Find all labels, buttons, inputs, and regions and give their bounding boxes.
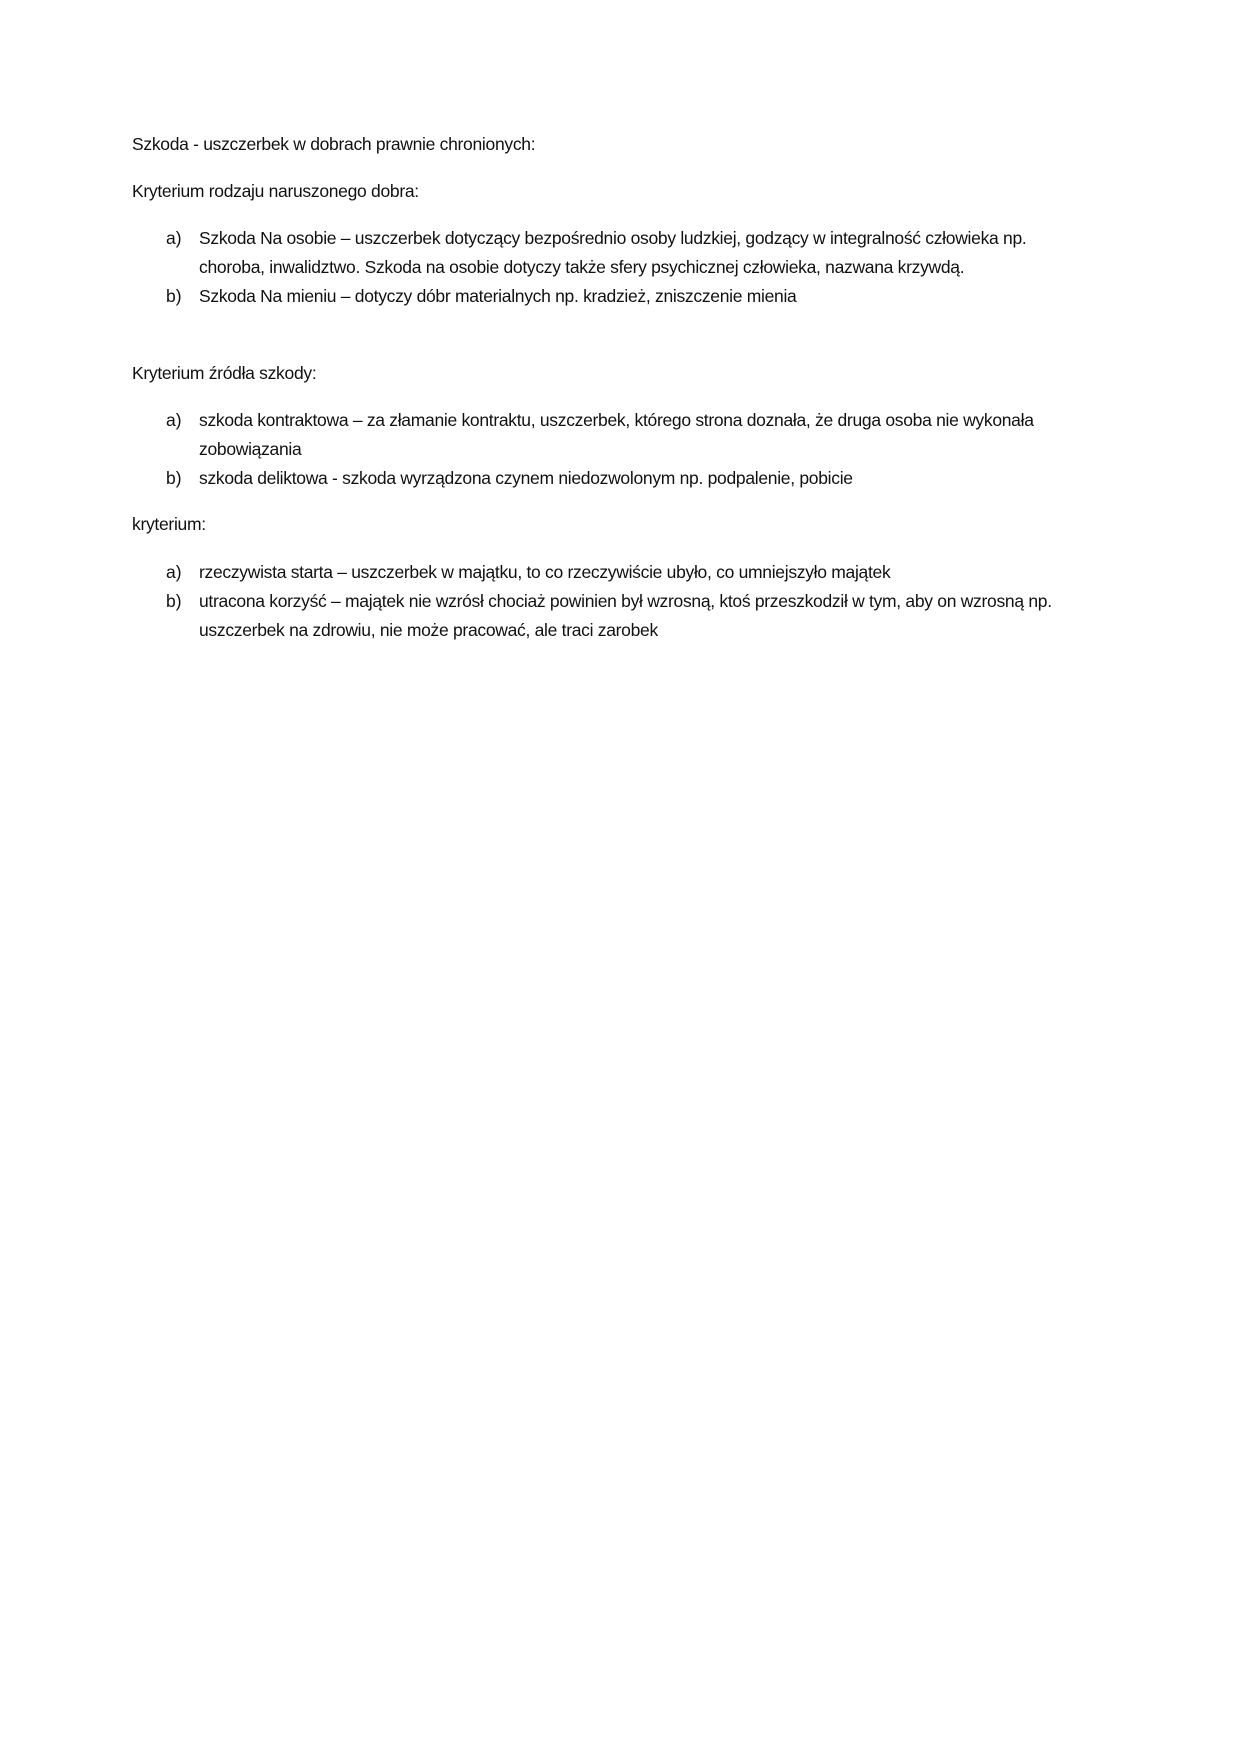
section-list-1 [132,224,1092,311]
section-heading-3-block [132,510,1092,539]
list-marker: b) [166,591,182,611]
section-list-2 [132,406,1092,493]
list-item-text: utracona korzyść – majątek nie wzrósł chociaż powinien był wzrosną, ktoś przeszkodził w tym, aby on wzrosną np. uszczerbek na zdrowiu, nie może pracować, ale traci zarobek [199,591,1052,640]
list-item [132,224,1092,282]
section-heading: Kryterium źródła szkody: [132,363,317,383]
list-item-text: Szkoda Na osobie – uszczerbek dotyczący bezpośrednio osoby ludzkiej, godzący w integralność człowieka np. choroba, inwalidztwo. Szkoda na osobie dotyczy także sfery psychicznej człowieka, nazwana krzywdą. [199,228,1027,277]
list-item [132,464,1092,493]
list-marker: a) [166,562,182,582]
list-marker: a) [166,410,182,430]
list-marker: b) [166,286,182,306]
list-item-text: szkoda kontraktowa – za złamanie kontraktu, uszczerbek, którego strona doznała, że druga osoba nie wykonała zobowiązania [199,410,1034,459]
list-item [132,282,1092,311]
list-item-text: szkoda deliktowa - szkoda wyrządzona czynem niedozwolonym np. podpalenie, pobicie [199,468,853,488]
section-heading-1-block [132,177,1092,206]
list-item-text: Szkoda Na mieniu – dotyczy dóbr materialnych np. kradzież, zniszczenie mienia [199,286,797,306]
list-item [132,558,1092,587]
document-title: Szkoda - uszczerbek w dobrach prawnie chronionych: [132,134,536,154]
list-item [132,406,1092,464]
section-heading-2-block [132,359,1092,388]
section-heading: Kryterium rodzaju naruszonego dobra: [132,181,419,201]
list-marker: b) [166,468,182,488]
document-title-block [132,130,1092,159]
list-item [132,587,1092,645]
list-item-text: rzeczywista starta – uszczerbek w majątku, to co rzeczywiście ubyło, co umniejszyło majątek [199,562,891,582]
section-heading: kryterium: [132,514,206,534]
section-list-3 [132,558,1092,645]
list-marker: a) [166,228,182,248]
